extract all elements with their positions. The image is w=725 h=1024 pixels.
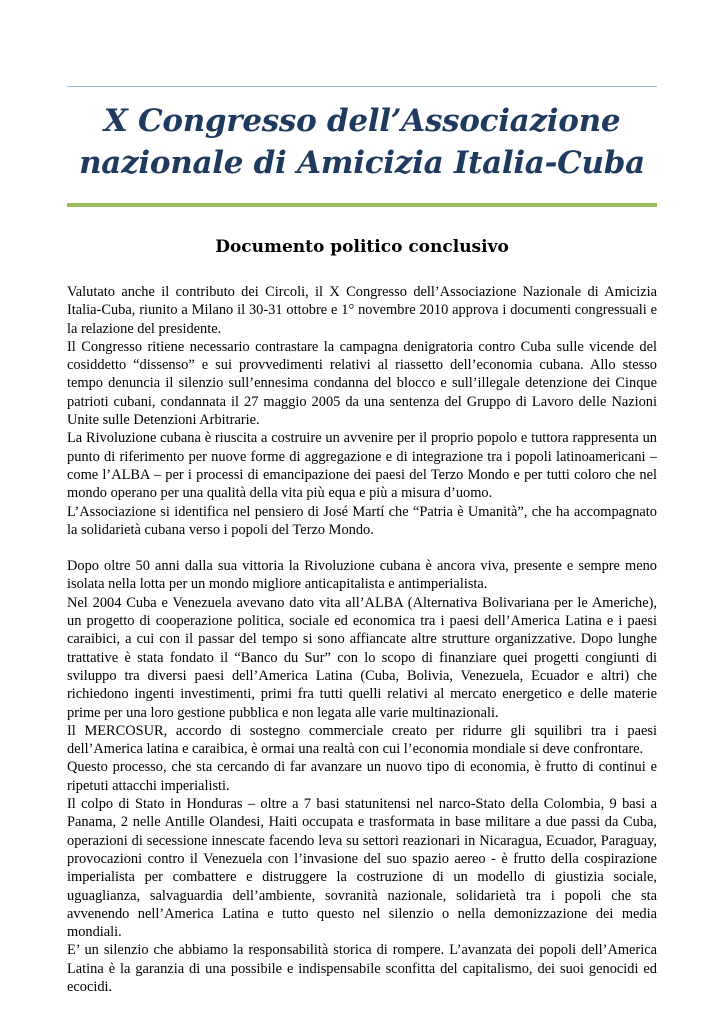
paragraph: L’Associazione si identifica nel pensiero di José Martí che “Patria è Umanità”, che ha accompagnato la solidarietà cubana verso i popoli del Terzo Mondo.	[67, 503, 657, 538]
paragraph: Dopo oltre 50 anni dalla sua vittoria la Rivoluzione cubana è ancora viva, presente e sempre meno isolata nella lotta per un mondo migliore anticapitalista e antimperialista.	[67, 558, 657, 593]
document-subtitle: Documento politico conclusivo	[215, 237, 509, 257]
title-line-2: nazionale di Amicizia Italia-Cuba	[79, 145, 645, 181]
document-title	[67, 100, 657, 184]
paragraph: Questo processo, che sta cercando di far avanzare un nuovo tipo di economia, è frutto di continui e ripetuti attacchi imperialisti.	[67, 759, 657, 794]
paragraph: Il MERCOSUR, accordo di sostegno commerciale creato per ridurre gli squilibri tra i paesi dell’America latina e caraibica, è ormai una realtà con cui l’economia mondiale si deve confrontare.	[67, 722, 657, 758]
title-line-1: X Congresso dell’Associazione	[103, 103, 621, 139]
paragraph: Nel 2004 Cuba e Venezuela avevano dato vita all’ALBA (Alternativa Bolivariana per le Americhe), un progetto di cooperazione politica, sociale ed economica tra i paesi dell’America Latina e i paesi caraibici, a cui con il passar del tempo si sono affiancate altre strutture organizzative. Dopo lunghe trattative è stata fondato il “Banco du Sur” con lo scopo di finanziare quei progetti congiunti di sviluppo tra diversi paesi dell’America Latina (Cuba, Bolivia, Venezuela, Ecuador e altri) che richiedono ingenti investimenti, primi fra tutti quelli relativi al mercato energetico e delle materie prime per una loro gestione pubblica e non legata alle varie multinazionali.	[67, 594, 657, 721]
document-body	[67, 283, 657, 996]
top-divider	[67, 86, 657, 87]
paragraph: Il Congresso ritiene necessario contrastare la campagna denigratoria contro Cuba sulle vicende del cosiddetto “dissenso” e sui provvedimenti relativi al riassetto dell’economia cubana. Allo stesso tempo denuncia il silenzio sull’ennesima condanna del blocco e sull’illegale detenzione dei Cinque patrioti cubani, condannata il 27 maggio 2005 da una sentenza del Gruppo di Lavoro delle Nazioni Unite sulle Detenzioni Arbitrarie.	[67, 338, 657, 429]
paragraph: Il colpo di Stato in Honduras – oltre a 7 basi statunitensi nel narco-Stato della Colombia, 9 basi a Panama, 2 nelle Antille Olandesi, Haiti occupata e trasformata in base militare a due passi da Cuba, operazioni di secessione innescate facendo leva su settori reazionari in Nicaragua, Ecuador, Paraguay, provocazioni contro il Venezuela con l’invasione del suo spazio aereo - è frutto della cospirazione imperialista per combattere e distruggere la costruzione di un modello di giustizia sociale, uguaglianza, salvaguardia dell’ambiente, sovranità nazionale, solidarietà tra i popoli che sta avvenendo nell’America Latina e tutto questo nel silenzio o nella demonizzazione dei media mondiali.	[67, 796, 657, 941]
paragraph: Valutato anche il contributo dei Circoli, il X Congresso dell’Associazione Nazionale di Amicizia Italia-Cuba, riunito a Milano il 30-31 ottobre e 1° novembre 2010 approva i documenti congressuali e la relazione del presidente.	[67, 284, 657, 337]
paragraph: E’ un silenzio che abbiamo la responsabilità storica di rompere. L’avanzata dei popoli dell’America Latina è la garanzia di una possibile e indispensabile sconfitta del capitalismo, dei suoi genocidi ed ecocidi.	[67, 942, 657, 995]
paragraph: La Rivoluzione cubana è riuscita a costruire un avvenire per il proprio popolo e tuttora rappresenta un punto di riferimento per nuove forme di aggregazione e di integrazione tra i popoli latinoamericani – come l’ALBA – per i processi di emancipazione dei paesi del Terzo Mondo e per tutti coloro che nel mondo operano per una qualità della vita più equa e più a misura d’uomo.	[67, 430, 657, 502]
title-underline	[67, 203, 657, 207]
